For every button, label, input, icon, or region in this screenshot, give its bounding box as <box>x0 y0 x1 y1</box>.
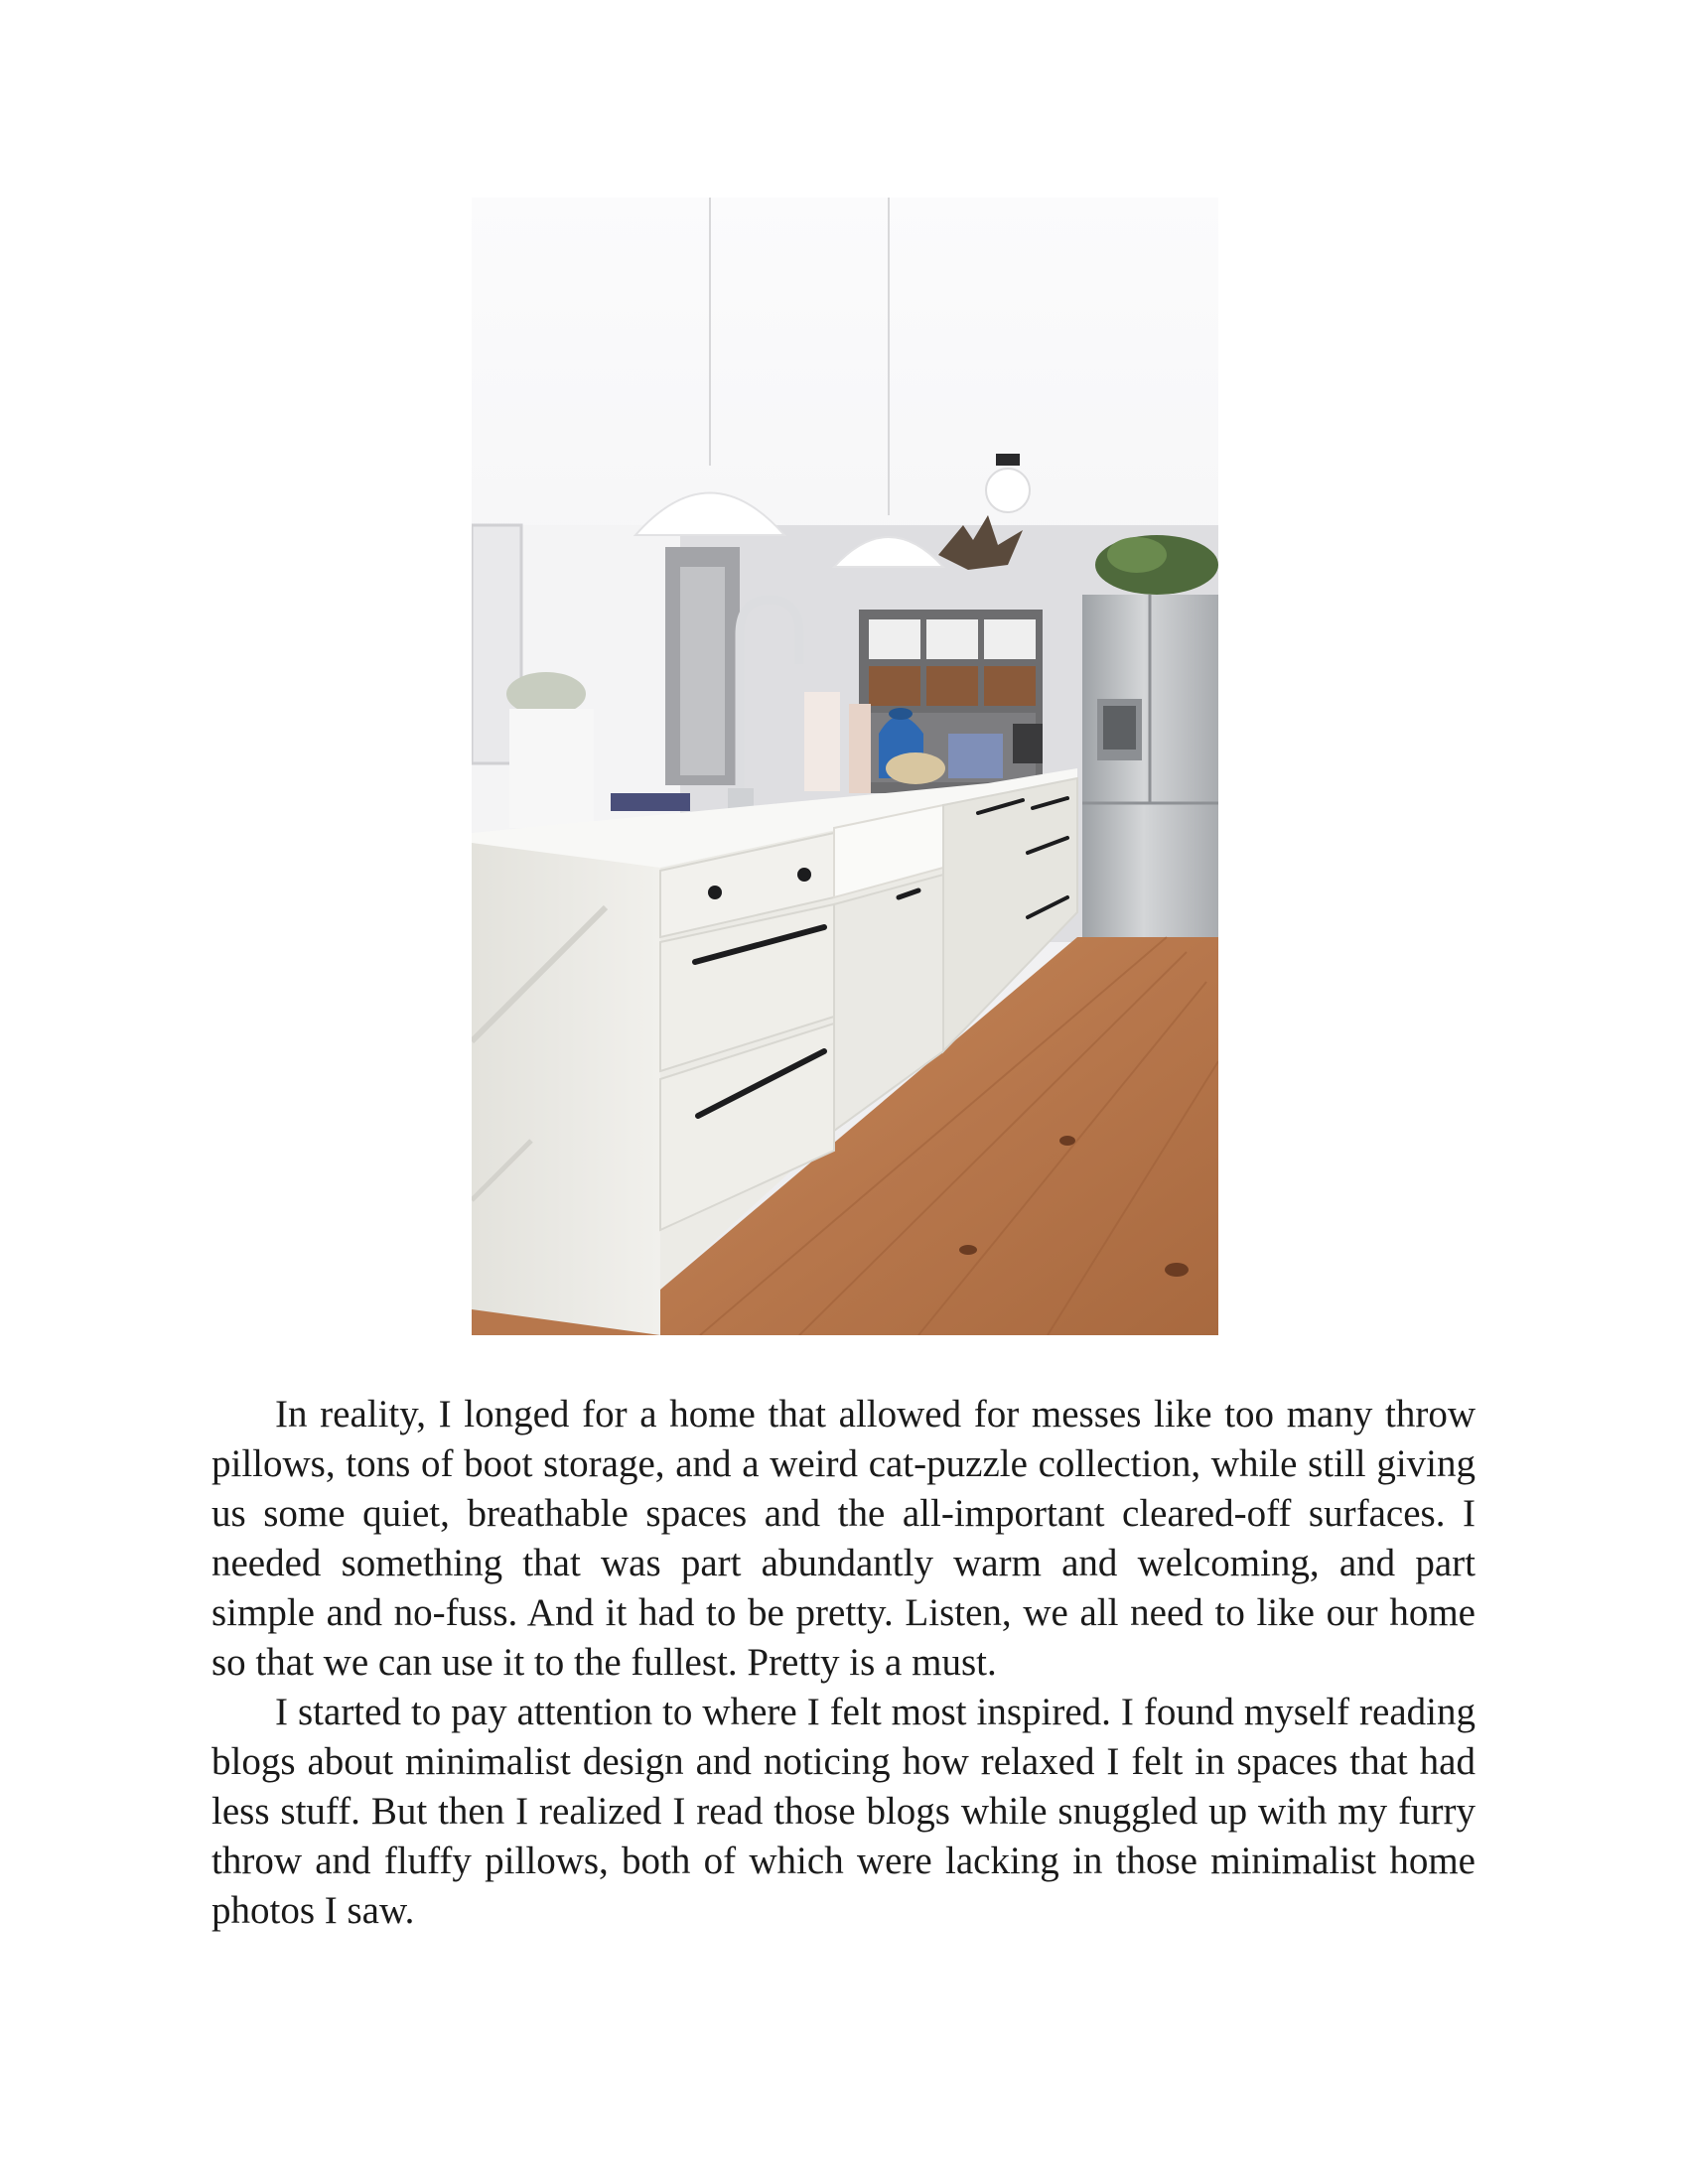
kitchen-photo <box>472 198 1218 1335</box>
island-end-panel <box>472 843 660 1335</box>
ceiling-light <box>986 469 1030 512</box>
fruit-bowl <box>886 752 945 784</box>
paper-towel <box>804 692 840 791</box>
cabinet-knob <box>797 868 811 882</box>
paragraph: In reality, I longed for a home that allowed for messes like too many throw pillows, tons of boot storage, and a weird cat-puzzle collection, while still giving us some quiet, breathable spaces and the all-important cleared-off surfaces. I needed something that was part abundantly warm and welcoming, and part simple and no-fuss. And it had to be pretty. Listen, we all need to like our home so that we can use it to the fullest. Pretty is a must. <box>211 1393 1476 1684</box>
paragraph: I started to pay attention to where I felt most inspired. I found myself reading blogs about minimalist design and noticing how relaxed I felt in spaces that had less stuff. But then I realized I read those blogs while snuggled up with my furry throw and fluffy pillows, both of which were lacking in those minimalist home photos I saw. <box>211 1691 1476 1932</box>
kitchen-illustration <box>472 198 1218 1335</box>
cabinet-knob <box>708 886 722 899</box>
body-text <box>211 1390 1476 1936</box>
